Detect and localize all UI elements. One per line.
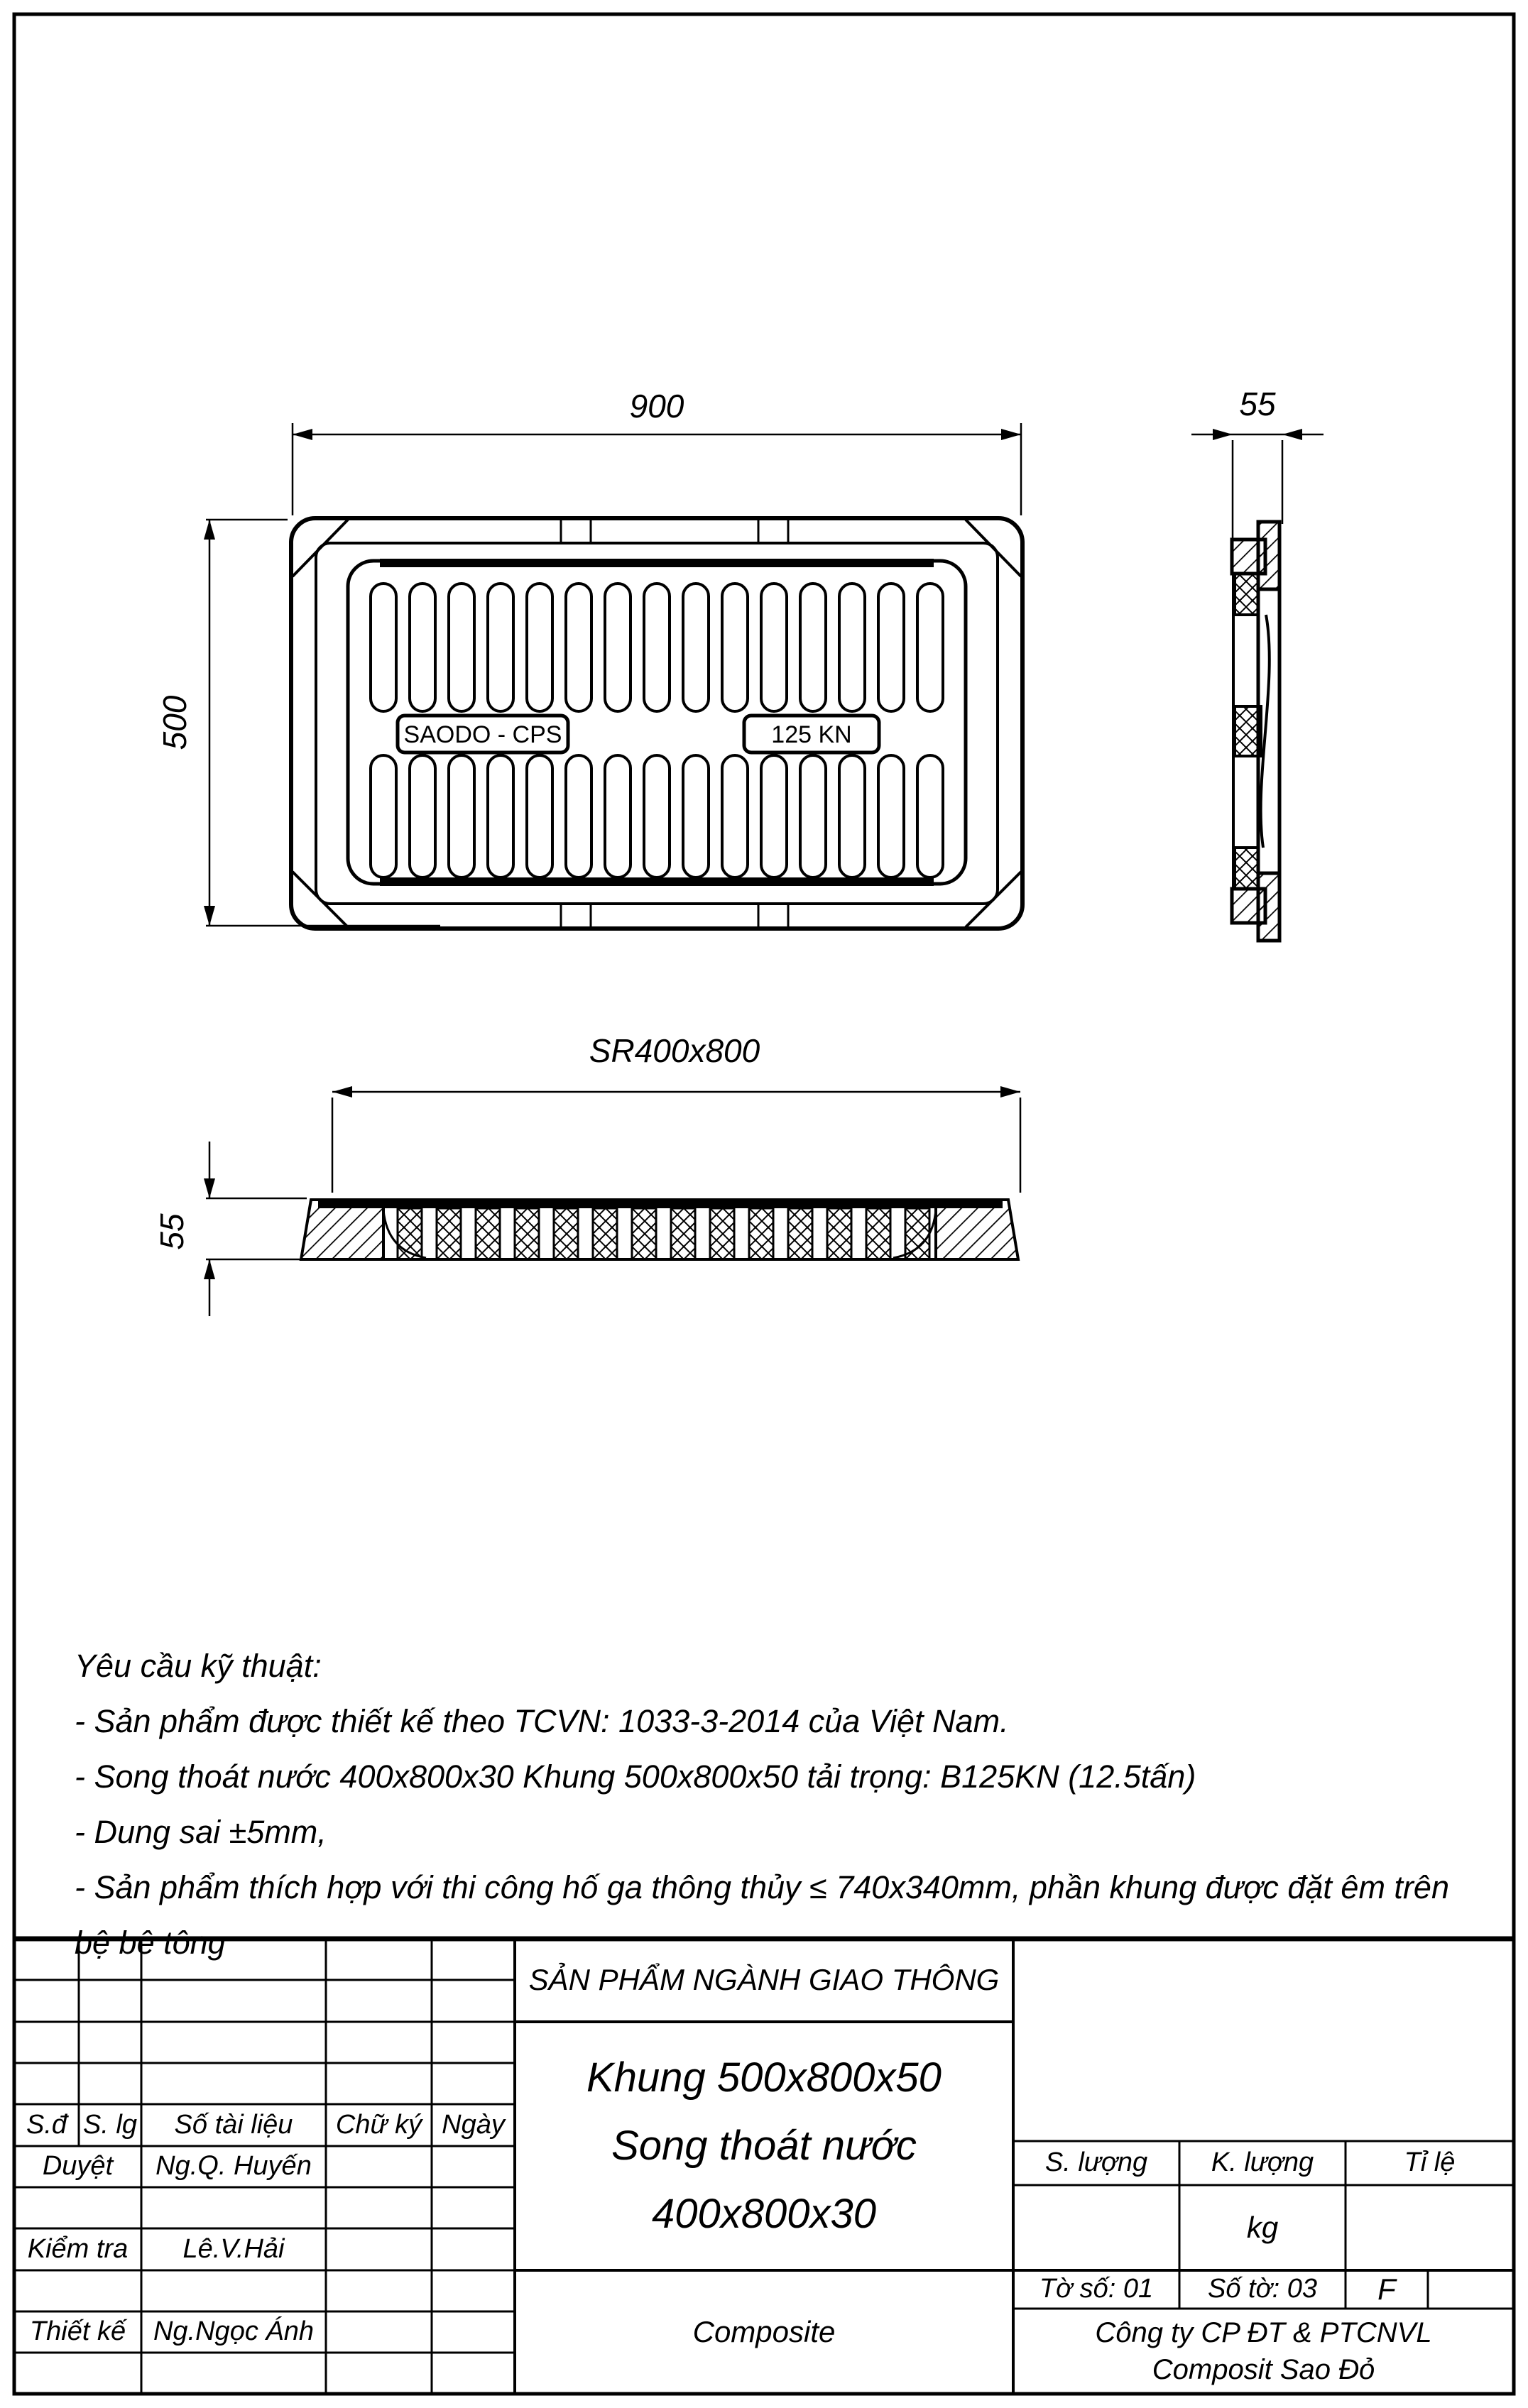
header-document-number: Số tài liệu	[174, 2109, 293, 2140]
section-right-end	[936, 1200, 1018, 1259]
product-title-line: Khung 500x800x50	[586, 2054, 942, 2101]
load-label: 125 KN	[771, 721, 852, 748]
section-left-end	[301, 1200, 383, 1259]
section-top-flange	[318, 1198, 1003, 1208]
product-title	[515, 2022, 1013, 2270]
slot-row-bottom	[371, 755, 943, 877]
note-item: - Dung sai ±5mm,	[75, 1814, 327, 1850]
industry-title: SẢN PHẨM NGÀNH GIAO THÔNG	[528, 1963, 1000, 1997]
brand-label: SAODO - CPS	[403, 721, 562, 748]
chamfer-top-right	[966, 520, 1021, 576]
material-label: Composite	[692, 2314, 836, 2348]
dimension-sr400x800	[332, 1032, 1020, 1193]
name-check: Lê.V.Hải	[182, 2233, 285, 2264]
note-item: - Sản phẩm được thiết kế theo TCVN: 1033-3-2014 của Việt Nam.	[75, 1703, 1009, 1739]
header-slg: S. lg	[82, 2109, 138, 2140]
chamfer-bottom-right	[966, 872, 1021, 927]
dimension-900-text: 900	[629, 388, 684, 425]
scale-label: Tỉ lệ	[1404, 2147, 1456, 2178]
section-bars	[398, 1208, 929, 1259]
format-letter: F	[1377, 2272, 1396, 2306]
bottom-tab-notch-left	[561, 904, 591, 926]
role-approve: Duyệt	[42, 2151, 114, 2182]
dimension-55-section	[153, 1142, 307, 1316]
weight-unit: kg	[1246, 2210, 1279, 2244]
chamfer-top-left	[293, 520, 348, 576]
notes-title: Yêu cầu kỹ thuật:	[75, 1648, 322, 1684]
top-tab-notch-right	[758, 520, 788, 542]
role-design: Thiết kế	[29, 2316, 126, 2347]
slot-row-top	[371, 584, 943, 711]
name-design: Ng.Ngọc Ánh	[153, 2316, 314, 2347]
name-approve: Ng.Q. Huyến	[155, 2151, 312, 2182]
side-profile-view	[1232, 522, 1279, 941]
cross-section-view	[301, 1198, 1018, 1259]
quantity-label: S. lượng	[1044, 2147, 1148, 2178]
dimension-900	[293, 388, 1021, 515]
dimension-55-profile	[1191, 385, 1324, 541]
header-signature: Chữ ký	[335, 2109, 422, 2140]
dimension-55-profile-text: 55	[1239, 385, 1276, 422]
note-item: - Song thoát nước 400x800x30 Khung 500x800x50 tải trọng: B125KN (12.5tấn)	[75, 1758, 1196, 1795]
product-title-line: Song thoát nước	[611, 2123, 917, 2169]
dimension-55-section-text: 55	[153, 1213, 190, 1250]
company-name	[1013, 2309, 1514, 2394]
dimension-sr-text: SR400x800	[589, 1032, 760, 1069]
technical-notes	[75, 1638, 1489, 1971]
chamfer-bottom-left	[293, 872, 348, 927]
dimension-500-text: 500	[156, 695, 193, 750]
company-name-line: Composit Sao Đỏ	[1152, 2354, 1375, 2385]
bottom-tab-notch-right	[758, 904, 788, 926]
company-name-line: Công ty CP ĐT & PTCNVL	[1095, 2317, 1432, 2348]
header-sd: S.đ	[26, 2109, 67, 2140]
sheet-number: Tờ số: 01	[1039, 2274, 1154, 2304]
weight-label: K. lượng	[1211, 2147, 1314, 2178]
product-title-line: 400x800x30	[651, 2191, 877, 2237]
note-item: - Sản phẩm thích hợp với thi công hố ga thông thủy ≤ 740x340mm, phần khung được đặt êm trên bệ bê tông	[75, 1869, 1449, 1961]
sheet-count: Số tờ: 03	[1208, 2274, 1317, 2304]
plan-view	[291, 518, 1022, 929]
header-date: Ngày	[442, 2109, 505, 2140]
role-check: Kiểm tra	[27, 2233, 129, 2264]
top-tab-notch-left	[561, 520, 591, 542]
